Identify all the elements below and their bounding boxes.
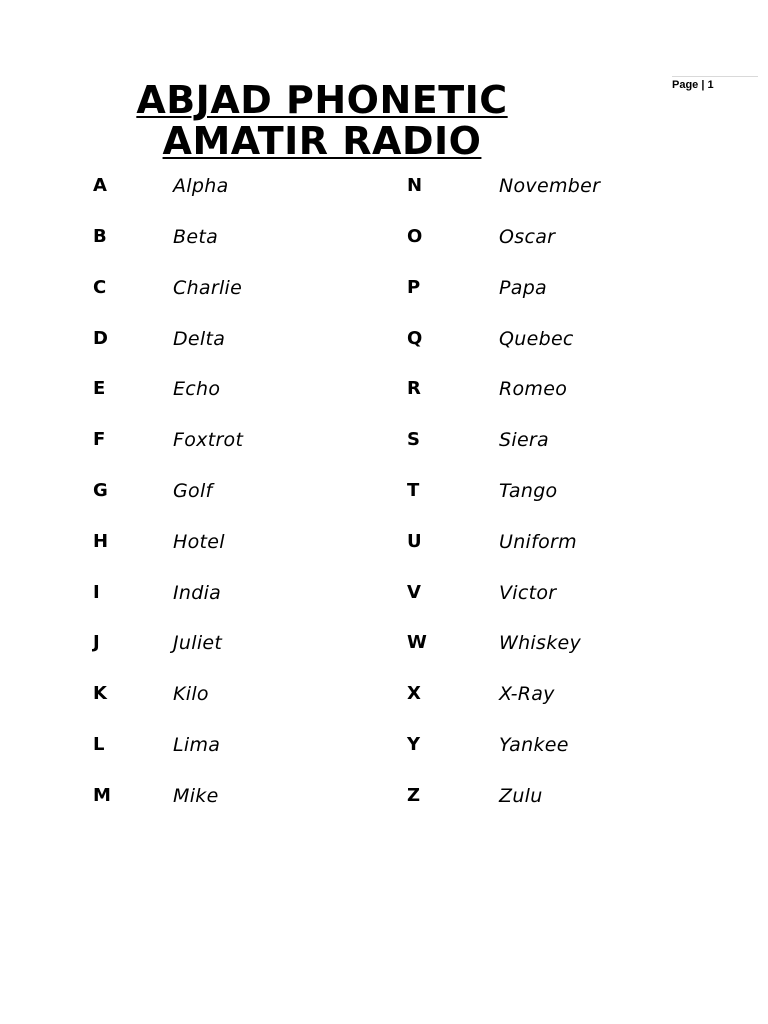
letter: V	[407, 582, 421, 603]
code-word: Beta	[173, 226, 219, 248]
list-item	[0, 325, 768, 353]
letter: Y	[407, 734, 421, 755]
letter: M	[93, 785, 111, 806]
letter: T	[407, 480, 420, 501]
list-item	[0, 731, 768, 759]
code-word: Zulu	[499, 785, 543, 807]
code-word: Victor	[499, 582, 557, 604]
letter: B	[93, 226, 107, 247]
letter: D	[93, 328, 108, 349]
list-item	[0, 680, 768, 708]
letter: L	[93, 734, 105, 755]
code-word: Alpha	[173, 175, 229, 197]
code-word: India	[173, 582, 222, 604]
list-item	[0, 528, 768, 556]
letter: J	[93, 632, 100, 653]
letter: Q	[407, 328, 423, 349]
code-word: Siera	[499, 429, 549, 451]
code-word: Romeo	[499, 378, 568, 400]
letter: X	[407, 683, 421, 704]
letter: H	[93, 531, 109, 552]
list-item	[0, 629, 768, 657]
letter: E	[93, 378, 106, 399]
code-word: Delta	[173, 328, 226, 350]
letter: A	[93, 175, 107, 196]
code-word: Foxtrot	[173, 429, 244, 451]
code-word: Tango	[499, 480, 558, 502]
letter: R	[407, 378, 421, 399]
code-word: Papa	[499, 277, 548, 299]
title-line-2: AMATIR RADIO	[162, 119, 482, 163]
letter: Z	[407, 785, 421, 806]
code-word: Oscar	[499, 226, 556, 248]
list-item	[0, 426, 768, 454]
list-item	[0, 172, 768, 200]
code-word: Golf	[173, 480, 213, 502]
letter: C	[93, 277, 107, 298]
list-item	[0, 223, 768, 251]
letter: N	[407, 175, 423, 196]
list-item	[0, 477, 768, 505]
page-number: Page | 1	[672, 76, 758, 91]
code-word: Echo	[173, 378, 221, 400]
letter: F	[93, 429, 106, 450]
letter: G	[93, 480, 108, 501]
letter: P	[407, 277, 421, 298]
title-line-1: ABJAD PHONETIC	[136, 78, 508, 122]
code-word: Mike	[173, 785, 219, 807]
list-item	[0, 274, 768, 302]
code-word: Juliet	[173, 632, 223, 654]
list-item	[0, 782, 768, 810]
code-word: Lima	[173, 734, 221, 756]
letter: S	[407, 429, 420, 450]
code-word: Charlie	[173, 277, 243, 299]
list-item	[0, 375, 768, 403]
letter: O	[407, 226, 423, 247]
code-word: November	[499, 175, 601, 197]
code-word: X-Ray	[499, 683, 555, 705]
letter: W	[407, 632, 427, 653]
code-word: Yankee	[499, 734, 569, 756]
page-title	[96, 80, 548, 162]
code-word: Uniform	[499, 531, 577, 553]
code-word: Hotel	[173, 531, 225, 553]
letter: U	[407, 531, 422, 552]
code-word: Whiskey	[499, 632, 582, 654]
code-word: Quebec	[499, 328, 574, 350]
code-word: Kilo	[173, 683, 209, 705]
letter: K	[93, 683, 107, 704]
letter: I	[93, 582, 100, 603]
list-item	[0, 579, 768, 607]
